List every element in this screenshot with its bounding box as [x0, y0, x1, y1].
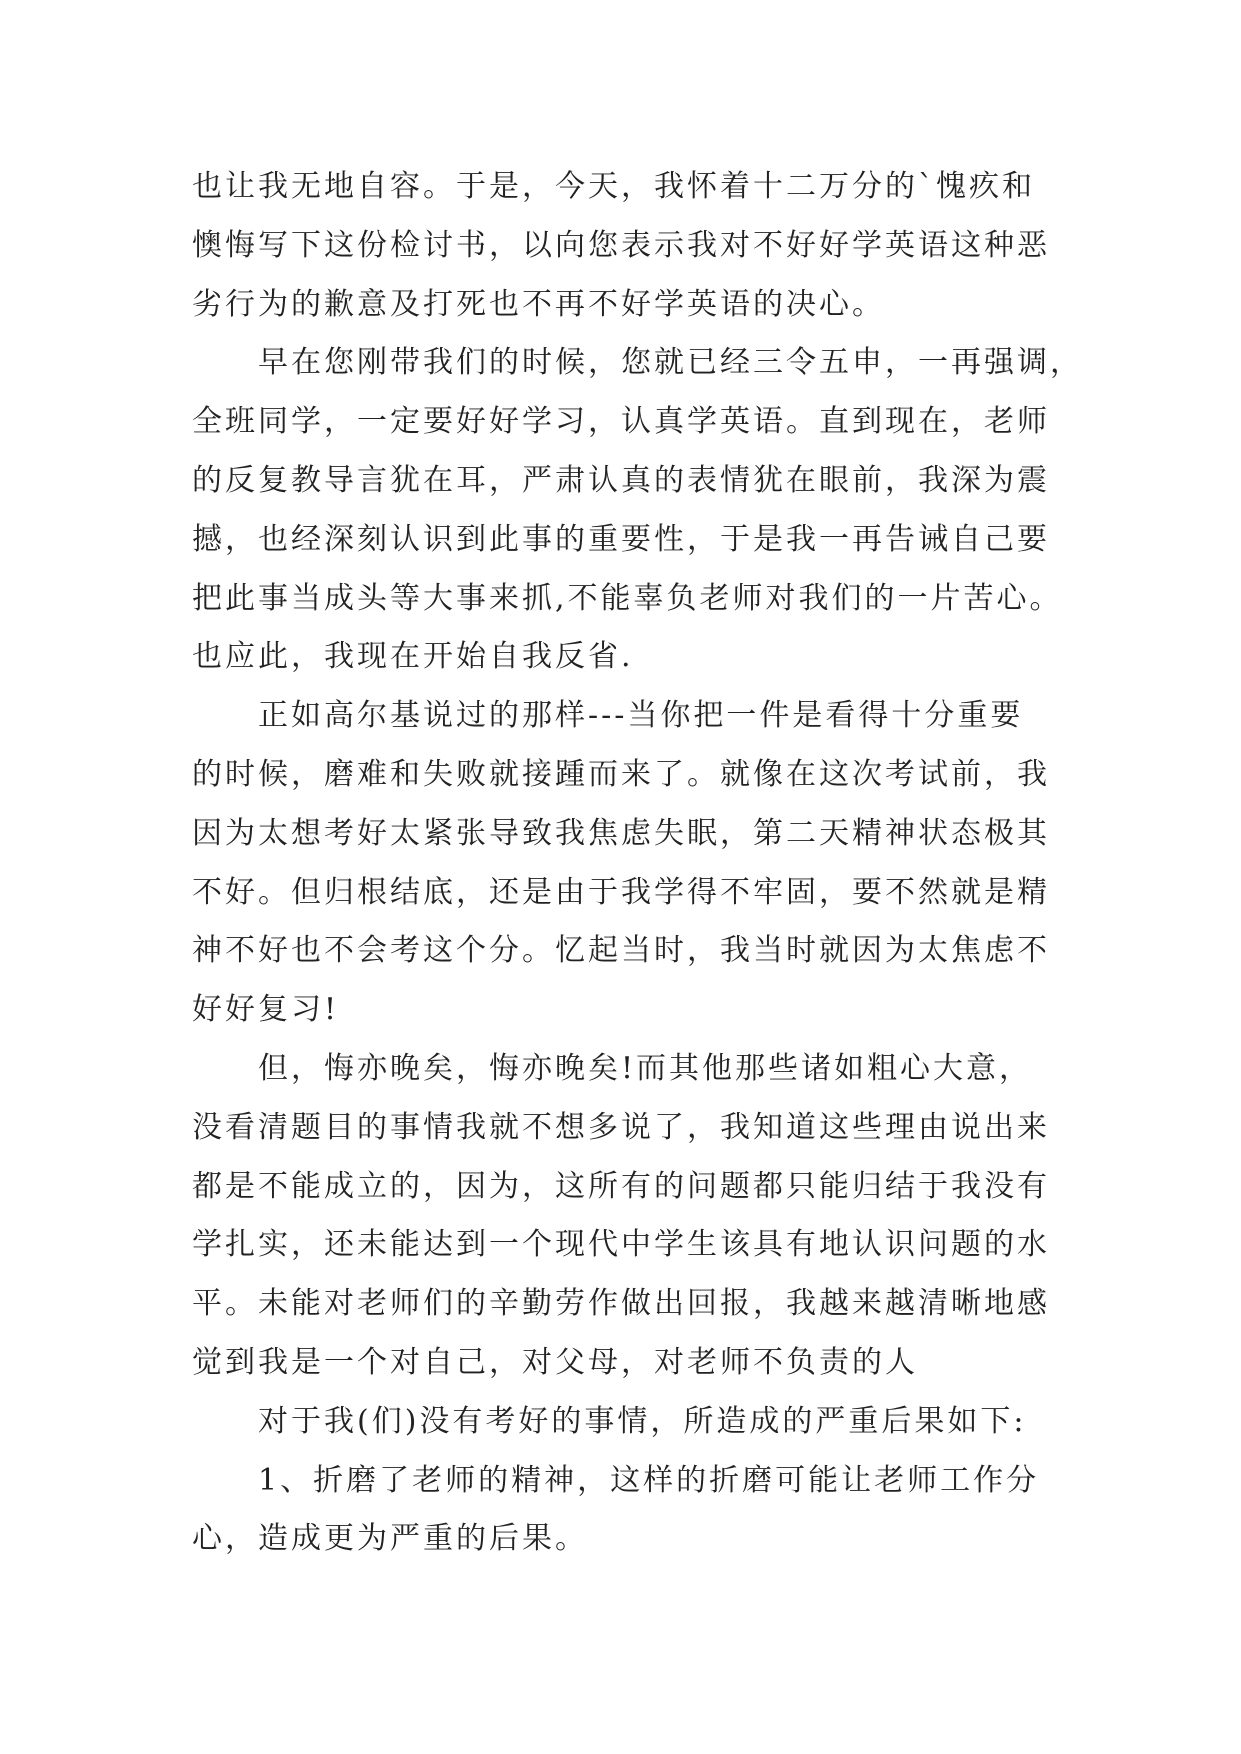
text-line: 的反复教导言犹在耳，严肃认真的表情犹在眼前，我深为震 [192, 462, 1050, 498]
text-line: 没看清题目的事情我就不想多说了，我知道这些理由说出来 [192, 1109, 1050, 1145]
text-line: 早在您刚带我们的时候，您就已经三令五申，一再强调， [258, 345, 1083, 381]
text-line: 觉到我是一个对自己，对父母，对老师不负责的人 [192, 1344, 918, 1380]
text-line: 全班同学，一定要好好学习，认真学英语。直到现在，老师 [192, 404, 1050, 440]
text-line: 的时候，磨难和失败就接踵而来了。就像在这次考试前，我 [192, 756, 1050, 792]
text-line: 学扎实，还未能达到一个现代中学生该具有地认识问题的水 [192, 1227, 1050, 1263]
text-line: 都是不能成立的，因为，这所有的问题都只能归结于我没有 [192, 1168, 1050, 1204]
text-line: 劣行为的歉意及打死也不再不好学英语的决心。 [192, 286, 885, 322]
text-line: 不好。但归根结底，还是由于我学得不牢固，要不然就是精 [192, 874, 1050, 910]
text-line: 对于我(们)没有考好的事情，所造成的严重后果如下: [258, 1403, 1027, 1439]
text-line: 但，悔亦晚矣，悔亦晚矣!而其他那些诸如粗心大意， [258, 1050, 1033, 1086]
text-line: 撼，也经深刻认识到此事的重要性，于是我一再告诫自己要 [192, 521, 1050, 557]
document-body [192, 158, 1083, 1569]
text-line: 1、折磨了老师的精神，这样的折磨可能让老师工作分 [258, 1462, 1040, 1498]
text-line: 心，造成更为严重的后果。 [192, 1521, 588, 1557]
text-line: 也让我无地自容。于是，今天，我怀着十二万分的`愧疚和 [192, 169, 1035, 204]
text-line: 把此事当成头等大事来抓,不能辜负老师对我们的一片苦心。 [192, 580, 1063, 616]
text-line: 好好复习! [192, 992, 340, 1028]
text-line: 平。未能对老师们的辛勤劳作做出回报，我越来越清晰地感 [192, 1286, 1050, 1322]
text-line: 也应此，我现在开始自我反省. [192, 639, 634, 675]
text-line: 正如高尔基说过的那样---当你把一件是看得十分重要 [258, 698, 1024, 734]
text-line: 懊悔写下这份检讨书，以向您表示我对不好好学英语这种恶 [192, 227, 1050, 263]
text-line: 神不好也不会考这个分。忆起当时，我当时就因为太焦虑不 [192, 933, 1050, 969]
text-line: 因为太想考好太紧张导致我焦虑失眠，第二天精神状态极其 [192, 815, 1050, 851]
